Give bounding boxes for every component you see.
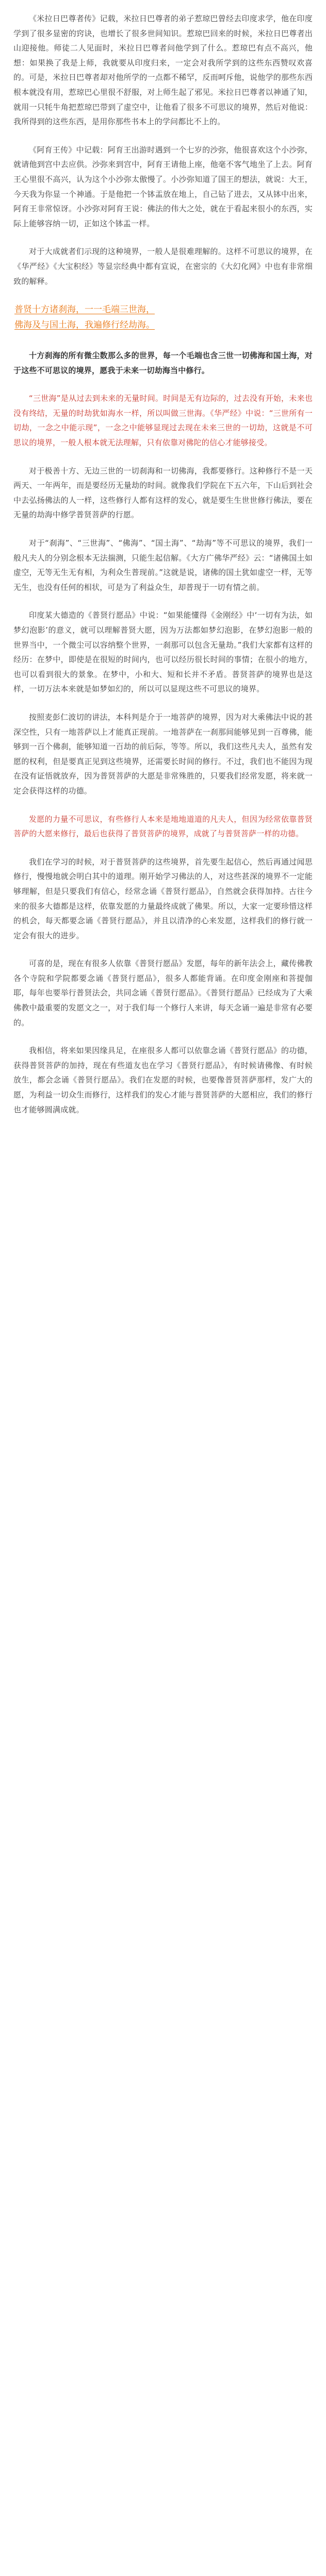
verse-line-1: 普贤十方诸刹海，一一毛端三世海， [14, 304, 155, 315]
paragraph-verse-explanation: 十方刹海的所有微尘数那么多的世界，每一个毛端也含三世一切佛海和国土海，对于这些不可思议的境界，愿我于未来一切劫海当中修行。 [13, 351, 313, 375]
paragraph-milarepa-story: 《米拉日巴尊者传》记载，米拉日巴尊者的弟子惹琼巴曾经去印度求学，他在印度学到了很多显密的窍诀，也增长了很多世间知识。惹琼巴回来的时候，米拉日巴尊者出山迎接他。师徒二人见面时，米拉日巴尊者问他学到了什么。惹琼巴有点不高兴，他想：如果换了我是上师，我就要从印度归来，一定会对我所学到的这些东西赞叹欢喜的。可是，米拉日巴尊者却对他所学的一点都不稀罕，反而呵斥他，说他学的那些东西根本就没有用，惹琼巴心里很不舒服，对上师生起了邪见。米拉日巴尊者以神通了知，就用一只牦牛角把惹琼巴带到了虚空中，让他看了很多不可思议的境界，然后对他说：我所得到的这些东西，是用你那些书本上的学问都比不上的。 [13, 14, 313, 127]
paragraph-three-times-ocean: “三世海”是从过去到未来的无量时间。时间是无有边际的，过去没有开始，未来也没有终结，无量的时劫犹如海水一样，所以叫做三世海。《华严经》中说：“三世所有一切劫，一念之中能示现”，一念之中能够显现过去现在未来三世的一切劫，这就是不可思议的境界，一般人根本就无法理解，只有依靠对佛陀的信心才能够接受。 [13, 394, 313, 448]
verse-line-2: 佛海及与国土海，我遍修行经劫海。 [14, 320, 155, 331]
paragraph-ashoka-story: 《阿育王传》中记载：阿育王出游时遇到一个七岁的沙弥，他很喜欢这个小沙弥，就请他到宫中去应供。沙弥来到宫中，阿育王请他上座，他毫不客气地坐了上去。阿育王心里很不高兴，认为这个小沙弥太傲慢了。小沙弥知道了国王的想法，就说：大王，今天我为你显一个神通。于是他把一个钵盂放在地上，自己钻了进去，又从钵中出来，阿育王非常惊讶。小沙弥对阿育王说：佛法的伟大之处，就在于看起来很小的东西，实际上能够容纳一切，正如这个钵盂一样。 [13, 145, 313, 228]
paragraph-power-of-aspiration: 发愿的力量不可思议，有些修行人本来是地地道道的凡夫人，但因为经常依靠普贤菩萨的大愿来修行，最后也获得了普贤菩萨的境界，成就了与普贤菩萨一样的功德。 [13, 814, 313, 839]
paragraph-diamond-sutra: 印度某大德造的《普贤行愿品》中说：“如果能懂得《金刚经》中‘一切有为法，如梦幻泡影’的意义，就可以理解普贤大愿，因为万法都如梦幻泡影，在梦幻泡影一般的世界当中，一个微尘可以容纳整个世界，一刹那可以包含无量劫。”我们大家都有这样的经历：在梦中，即使是在很短的时间内，也可以经历很长时间的事情；在很小的地方，也可以看到很大的景象。在梦中，小和大、短和长并不矛盾。普贤菩萨的境界也是这样，一切万法本来就是如梦如幻的，所以可以显现这些不可思议的境界。 [13, 611, 313, 694]
article-body [0, 0, 326, 1117]
paragraph-oceans-explained: 对于“刹海”、“三世海”、“佛海”、“国土海”、“劫海”等不可思议的境界，我们一般凡夫人的分别念根本无法揣测，只能生起信解。《大方广佛华严经》云：“诸佛国土如虚空，无等无生无有相，为利众生普现前。”这就是说，诸佛的国土犹如虚空一样，无等无生，也没有任何的相状，可是为了利益众生，却普现于一切有情之前。 [13, 538, 313, 592]
paragraph-future-blessing: 我相信，将来如果因缘具足，在座很多人都可以依靠念诵《普贤行愿品》的功德，获得普贤菩萨的加持，现在有些道友也在学习《普贤行愿品》，有时候请佛像、有时候放生，都会念诵《普贤行愿品》。我们在发愿的时候，也要像普贤菩萨那样，发广大的愿，为利益一切众生而修行，这样我们的发心才能与普贤菩萨的大愿相应，我们的修行也才能够圆满成就。 [13, 1046, 313, 1114]
verse-quote [13, 302, 313, 333]
paragraph-practice-vow: 对于极善十方、无边三世的一切刹海和一切佛海，我都要修行。这种修行不是一天两天、一年两年，而是要经历无量劫的时间。就像我们学院在下五六年，下山后到社会中去弘扬佛法的人一样，这些修行人都有这样的发心，就是要生生世世修行佛法，要在无量的劫海中修学普贤菩萨的行愿。 [13, 466, 313, 520]
paragraph-mipham-explanation: 按照麦彭仁波切的讲法，本科判是介于一地菩萨的境界，因为对大乘佛法中说的甚深空性，只有一地菩萨以上才能真正现前。一地菩萨在一刹那间能够见到一百尊佛，能够到一百个佛刹，能够知道一百劫的前后际，等等。所以，我们这些凡夫人，虽然有发愿的权利，但是要真正见到这些境界，还需要长时间的修行。不过，我们也不能因为现在没有证悟就放弃，因为普贤菩萨的大愿是非常殊胜的，只要我们经常发愿，将来就一定会获得这样的功德。 [13, 712, 313, 795]
paragraph-faith-study: 我们在学习的时候，对于普贤菩萨的这些境界，首先要生起信心，然后再通过闻思修行，慢慢地就会明白其中的道理。刚开始学习佛法的人，对这些甚深的境界不一定能够理解，但是只要我们有信心，经常念诵《普贤行愿品》，自然就会获得加持。古往今来的很多大德都是这样，依靠发愿的力量最终成就了佛果。所以，大家一定要珍惜这样的机会，每天都要念诵《普贤行愿品》，并且以清净的心来发愿，这样我们的修行就一定会有很大的进步。 [13, 857, 313, 940]
paragraph-inconceivable-realm: 对于大成就者们示现的这种境界，一般人是很难理解的。这样不可思议的境界，在《华严经》《大宝积经》等显宗经典中都有宣说，在密宗的《大幻化网》中也有非常细致的解释。 [13, 247, 313, 286]
paragraph-recitation-today: 可喜的是，现在有很多人依靠《普贤行愿品》发愿，每年的新年法会上，藏传佛教各个寺院和学院都要念诵《普贤行愿品》，很多人都能背诵。在印度金刚座和菩提伽耶，每年也要举行普贤法会，共同念诵《普贤行愿品》。《普贤行愿品》已经成为了大乘佛教中最重要的发愿文之一，对于我们每一个修行人来讲，每天念诵一遍是非常有必要的。 [13, 959, 313, 1027]
